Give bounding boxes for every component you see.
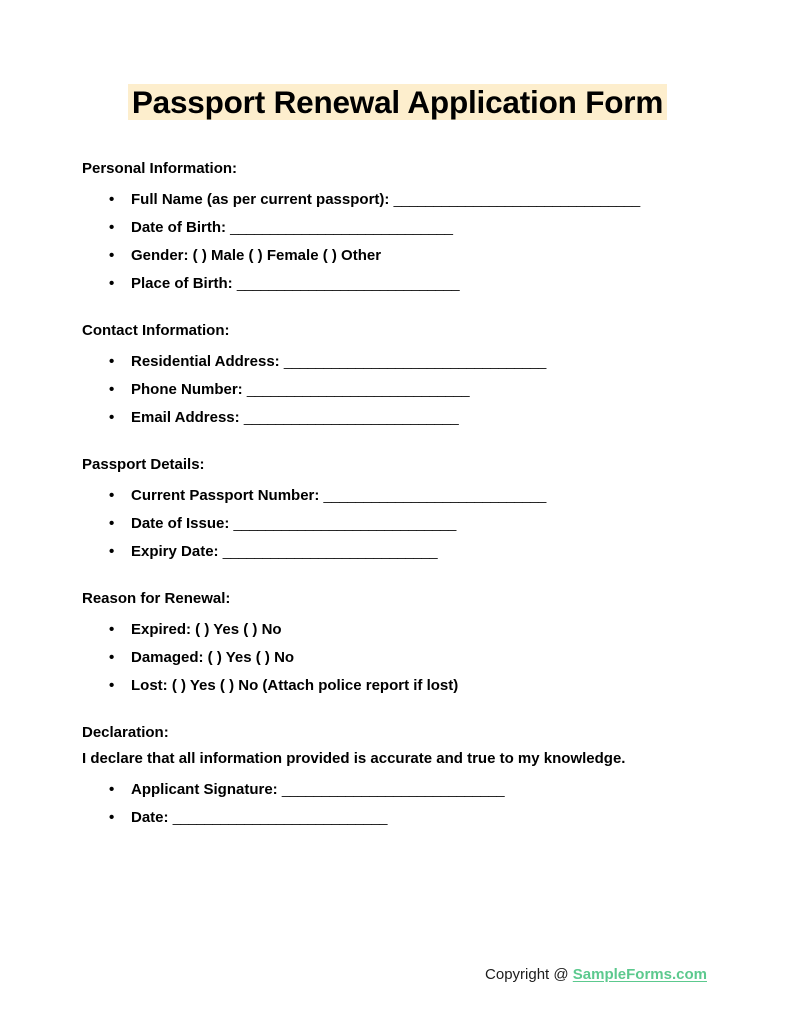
field-list-passport-details	[82, 482, 713, 566]
section-heading-declaration: Declaration:	[82, 724, 169, 741]
field-label: Expired: ( ) Yes ( ) No	[131, 621, 282, 638]
field-label: Place of Birth:	[131, 275, 233, 292]
field-label: Lost: ( ) Yes ( ) No (Attach police report if lost)	[131, 677, 459, 694]
field-place-of-birth[interactable]	[82, 270, 713, 298]
field-declaration-date[interactable]	[82, 804, 713, 832]
section-heading-contact-information: Contact Information:	[82, 322, 230, 339]
field-label: Email Address:	[131, 409, 240, 426]
field-date-of-birth[interactable]	[82, 214, 713, 242]
field-applicant-signature[interactable]	[82, 776, 713, 804]
footer	[0, 963, 795, 987]
section-heading-reason-for-renewal: Reason for Renewal:	[82, 590, 231, 607]
field-reason-expired[interactable]	[82, 616, 713, 644]
field-label: Damaged: ( ) Yes ( ) No	[131, 649, 295, 666]
field-current-passport-number[interactable]	[82, 482, 713, 510]
field-gender[interactable]	[82, 242, 713, 270]
field-label: Phone Number:	[131, 381, 243, 398]
field-reason-lost[interactable]	[82, 672, 713, 700]
section-reason-for-renewal	[82, 588, 713, 700]
field-blank[interactable]: ___________________________	[243, 409, 459, 426]
copyright-text: Copyright @	[485, 966, 573, 983]
field-blank[interactable]: _________________________________	[283, 353, 546, 370]
field-label: Gender: ( ) Male ( ) Female ( ) Other	[131, 247, 382, 264]
field-blank[interactable]: ___________________________	[222, 543, 438, 560]
form-body	[82, 158, 713, 832]
declaration-statement: I declare that all information provided is accurate and true to my knowledge.	[82, 750, 626, 767]
field-list-contact-information	[82, 348, 713, 432]
field-list-personal-information	[82, 186, 713, 298]
field-blank[interactable]: ____________________________	[236, 275, 460, 292]
sampleforms-link[interactable]: SampleForms.com	[572, 966, 707, 983]
field-label: Date of Issue:	[131, 515, 230, 532]
field-label: Applicant Signature:	[131, 781, 278, 798]
field-label: Expiry Date:	[131, 543, 219, 560]
field-blank[interactable]: ____________________________	[233, 515, 456, 532]
field-date-of-issue[interactable]	[82, 510, 713, 538]
field-blank[interactable]: _______________________________	[393, 191, 640, 208]
field-blank[interactable]: ____________________________	[230, 219, 453, 236]
field-blank[interactable]: ____________________________	[323, 487, 546, 504]
field-reason-damaged[interactable]	[82, 644, 713, 672]
field-list-declaration	[82, 776, 713, 832]
field-phone-number[interactable]	[82, 376, 713, 404]
field-full-name[interactable]	[82, 186, 713, 214]
section-contact-information	[82, 320, 713, 432]
section-passport-details	[82, 454, 713, 566]
field-blank[interactable]: ____________________________	[281, 781, 505, 798]
section-heading-passport-details: Passport Details:	[82, 456, 205, 473]
field-expiry-date[interactable]	[82, 538, 713, 566]
page-title-container	[0, 82, 795, 122]
field-label: Date of Birth:	[131, 219, 226, 236]
section-declaration	[82, 722, 713, 832]
field-blank[interactable]: ___________________________	[172, 809, 388, 826]
field-label: Full Name (as per current passport):	[131, 191, 390, 208]
field-list-reason-for-renewal	[82, 616, 713, 700]
field-label: Residential Address:	[131, 353, 280, 370]
field-label: Current Passport Number:	[131, 487, 320, 504]
field-email-address[interactable]	[82, 404, 713, 432]
section-heading-personal-information: Personal Information:	[82, 160, 238, 177]
field-blank[interactable]: ____________________________	[246, 381, 470, 398]
section-personal-information	[82, 158, 713, 298]
field-label: Date:	[131, 809, 169, 826]
field-residential-address[interactable]	[82, 348, 713, 376]
page-title: Passport Renewal Application Form	[131, 84, 664, 120]
